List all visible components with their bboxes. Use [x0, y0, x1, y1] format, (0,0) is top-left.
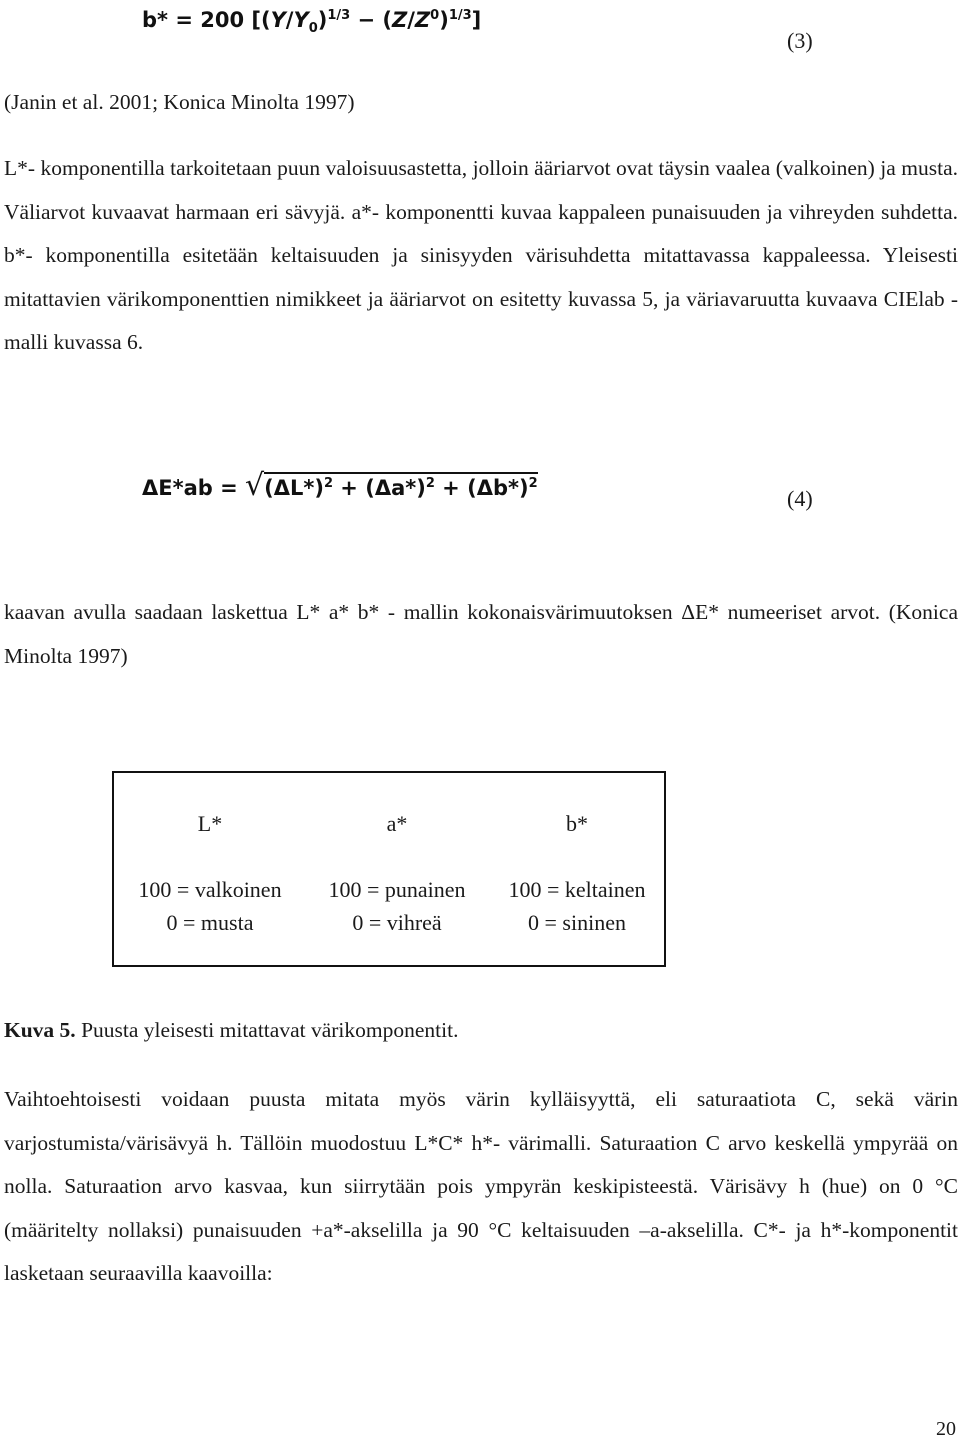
column-header: L*	[197, 811, 223, 836]
paragraph-2-text: kaavan avulla saadaan laskettua L* a* b* - mallin kokonaisvärimuutoksen ΔE* numeeriset arvot. (Konica Minolta 1997)	[4, 600, 958, 668]
caption-text: Puusta yleisesti mitattavat värikomponentit.	[75, 1018, 459, 1042]
paragraph-1	[4, 147, 958, 365]
caption-label: Kuva 5.	[4, 1018, 76, 1042]
citation: (Janin et al. 2001; Konica Minolta 1997)	[4, 90, 355, 114]
equation-4: $\Delta E*ab = √(\Delta L*)^2 + (\Delta a*)^2 + (\Delta b*)^2$	[142, 468, 538, 503]
page-number: 20	[936, 1418, 956, 1440]
color-component-figure	[112, 771, 666, 967]
column-header: b*	[566, 811, 588, 836]
paragraph-1-text: L*- komponentilla tarkoitetaan puun valoisuusastetta, jolloin ääriarvot ovat täysin vaalea (valkoinen) ja musta. Väliarvot kuvaavat harmaan eri sävyjä. a*- komponentti kuvaa kappaleen punaisuuden ja vihreyden suhdetta. b*- komponentilla esitetään keltaisuuden ja sinisyyden värisuhdetta mitattavassa kappaleessa. Yleisesti mitattavien värikomponenttien nimikkeet ja ääriarvot on esitetty kuvassa 5, ja väriavaruutta kuvaava CIElab - malli kuvassa 6.	[4, 156, 958, 354]
column-header: a*	[386, 811, 408, 836]
column-min-value: 0 = vihreä	[352, 910, 442, 935]
figure-caption	[4, 1018, 458, 1043]
equation-3: b* = 200 $[(Y/Y_0)^{1/3} - (Z/Z^0)^{1/3}]$	[142, 8, 482, 37]
column-max-value: 100 = valkoinen	[138, 877, 282, 902]
paragraph-3	[4, 1078, 958, 1296]
equation-4-number: (4)	[787, 486, 813, 511]
column-max-value: 100 = keltainen	[508, 877, 646, 902]
paragraph-2	[4, 591, 958, 678]
column-min-value: 0 = musta	[166, 910, 254, 935]
equation-3-number: (3)	[787, 28, 813, 53]
paragraph-3-text: Vaihtoehtoisesti voidaan puusta mitata myös värin kylläisyyttä, eli saturaatiota C, sekä värin varjostumista/värisävyä h. Tällöin muodostuu L*C* h*- värimalli. Saturaation C arvo keskellä ympyrää on nolla. Saturaation arvo kasvaa, kun siirrytään pois ympyrän keskipisteestä. Värisävy h (hue) on 0 °C (määritelty nollaksi) punaisuuden +a*-akselilla ja 90 °C keltaisuuden –a-akselilla. C*- ja h*-komponentit lasketaan seuraavilla kaavoilla:	[4, 1087, 958, 1285]
column-max-value: 100 = punainen	[328, 877, 466, 902]
column-min-value: 0 = sininen	[528, 910, 626, 935]
